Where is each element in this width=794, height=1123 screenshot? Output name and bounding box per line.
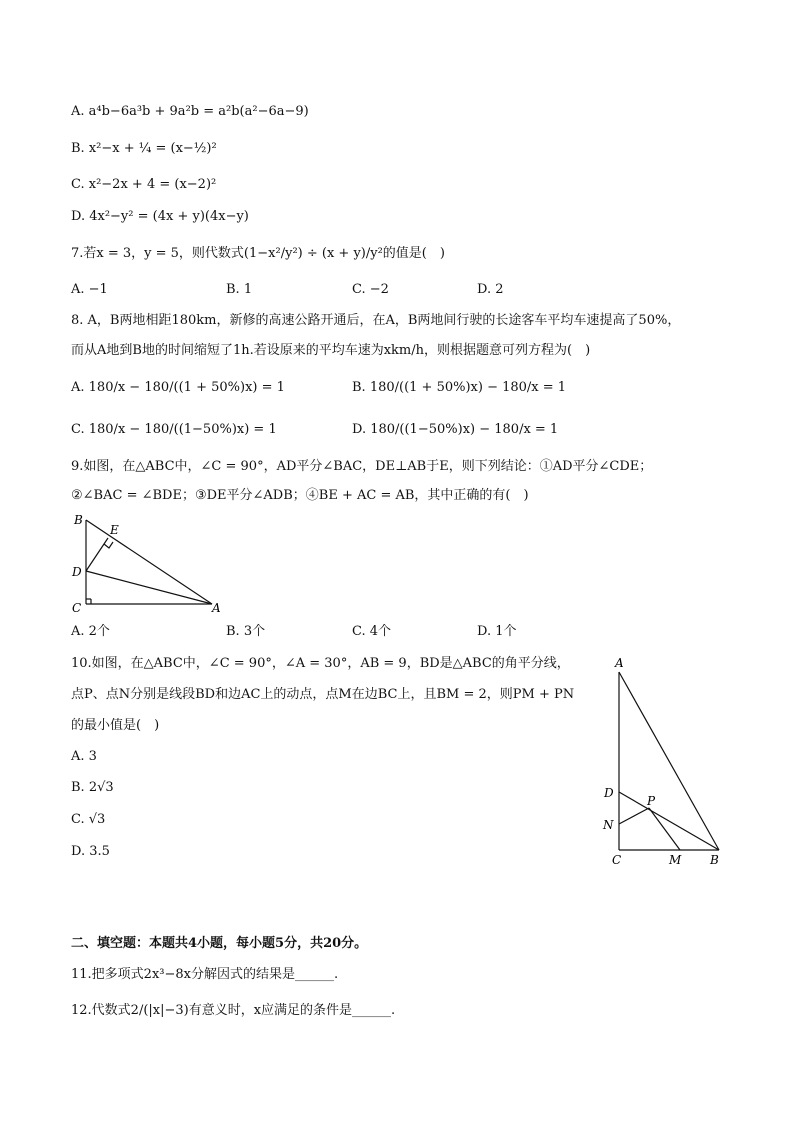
q10-label-n: N bbox=[603, 818, 614, 832]
q10-label-c: C bbox=[612, 853, 622, 867]
q6-option-b: B. x²−x + ¼ = (x−½)² bbox=[71, 141, 217, 156]
section2-title: 二、填空题：本题共4小题，每小题5分，共20分。 bbox=[71, 936, 368, 951]
q9-label-b: B bbox=[74, 513, 83, 527]
q8-stem-line1: 8. A，B两地相距180km，新修的高速公路开通后，在A，B两地间行驶的长途客车平均车速提高了50%， bbox=[71, 313, 681, 328]
q9-stem-line2: ②∠BAC = ∠BDE；③DE平分∠ADB；④BE + AC = AB，其中正确的有( ) bbox=[71, 488, 529, 503]
q10-segment-bd bbox=[619, 792, 719, 850]
q10-stem-line2: 点P、点N分别是线段BD和边AC上的动点，点M在边BC上，且BM = 2，则PM + PN bbox=[71, 687, 575, 702]
q11-text: 11.把多项式2x³−8x分解因式的结果是______. bbox=[71, 967, 339, 982]
q9-side-ab bbox=[86, 520, 212, 604]
q7-option-b: B. 1 bbox=[226, 282, 253, 297]
q10-triangle-figure bbox=[596, 652, 736, 872]
q9-label-a: A bbox=[212, 601, 221, 615]
q7-option-a: A. −1 bbox=[71, 282, 108, 297]
q8-option-c: C. 180/x − 180/((1−50%)x) = 1 bbox=[71, 422, 277, 437]
q9-triangle-figure bbox=[66, 510, 236, 616]
q7-option-c: C. −2 bbox=[352, 282, 389, 297]
q6-option-c: C. x²−2x + 4 = (x−2)² bbox=[71, 177, 217, 192]
q10-stem-line3: 的最小值是( ) bbox=[71, 718, 160, 733]
q10-option-d: D. 3.5 bbox=[71, 844, 110, 859]
q9-option-b: B. 3个 bbox=[226, 624, 266, 639]
q9-label-d: D bbox=[72, 565, 82, 579]
q10-option-a: A. 3 bbox=[71, 749, 97, 764]
q10-label-a: A bbox=[615, 656, 624, 670]
q7-stem: 7.若x = 3，y = 5，则代数式(1−x²/y²) ÷ (x + y)/y²的值是( ) bbox=[71, 246, 445, 261]
q10-segment-pm bbox=[649, 808, 680, 850]
q10-option-c: C. √3 bbox=[71, 812, 106, 827]
q9-label-e: E bbox=[110, 523, 119, 537]
q10-label-d: D bbox=[604, 786, 614, 800]
q9-stem-line1: 9.如图，在△ABC中，∠C = 90°，AD平分∠BAC，DE⊥AB于E，则下列结论：①AD平分∠CDE； bbox=[71, 459, 653, 474]
q8-option-d: D. 180/((1−50%)x) − 180/x = 1 bbox=[352, 422, 559, 437]
q7-option-d: D. 2 bbox=[477, 282, 504, 297]
q10-option-b: B. 2√3 bbox=[71, 780, 114, 795]
q8-option-a: A. 180/x − 180/((1 + 50%)x) = 1 bbox=[71, 380, 285, 395]
q9-label-c: C bbox=[72, 601, 82, 615]
q9-segment-ad bbox=[86, 571, 212, 604]
q6-option-a: A. a⁴b−6a³b + 9a²b = a²b(a²−6a−9) bbox=[71, 104, 309, 119]
q10-label-b: B bbox=[710, 853, 719, 867]
q8-option-b: B. 180/((1 + 50%)x) − 180/x = 1 bbox=[352, 380, 567, 395]
q9-option-d: D. 1个 bbox=[477, 624, 517, 639]
q10-label-m: M bbox=[669, 853, 682, 867]
q10-label-p: P bbox=[647, 794, 656, 808]
q9-option-c: C. 4个 bbox=[352, 624, 392, 639]
q12-text: 12.代数式2/(|x|−3)有意义时，x应满足的条件是______. bbox=[71, 1003, 396, 1018]
q10-stem-line1: 10.如图，在△ABC中，∠C = 90°，∠A = 30°，AB = 9，BD是△ABC的角平分线， bbox=[71, 656, 570, 671]
q9-option-a: A. 2个 bbox=[71, 624, 110, 639]
q6-option-d: D. 4x²−y² = (4x + y)(4x−y) bbox=[71, 209, 249, 224]
q8-stem-line2: 而从A地到B地的时间缩短了1h.若设原来的平均车速为xkm/h，则根据题意可列方程为( ) bbox=[71, 343, 591, 358]
q9-segment-de bbox=[86, 538, 108, 571]
q10-segment-pn bbox=[619, 808, 649, 824]
q10-side-ab bbox=[619, 672, 719, 850]
